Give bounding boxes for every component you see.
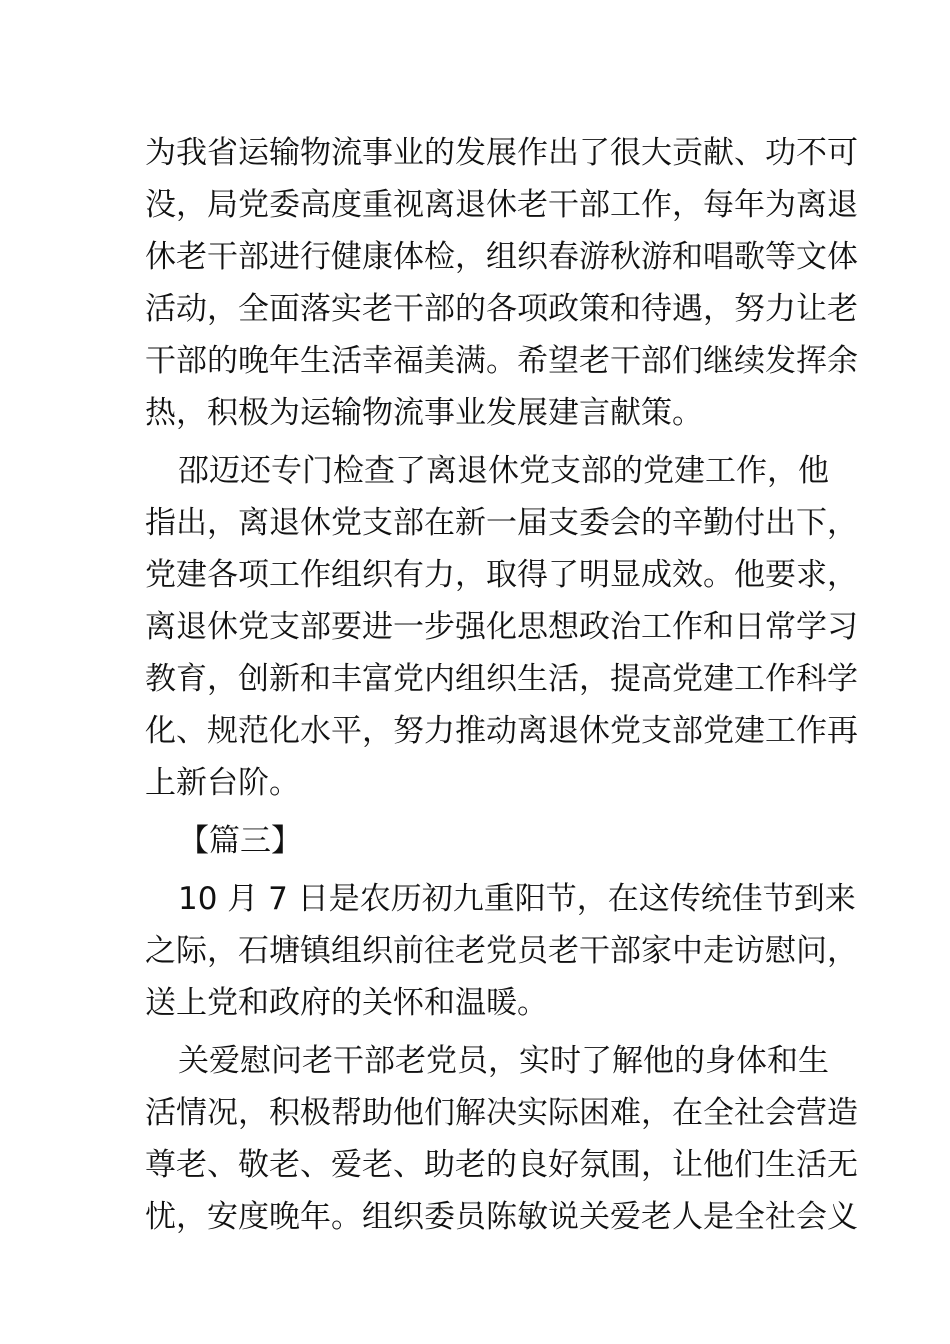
text-line: 之际，石塘镇组织前往老党员老干部家中走访慰问， — [145, 933, 858, 969]
paragraph-2 — [145, 445, 858, 809]
text-line: 干部的晚年生活幸福美满。希望老干部们继续发挥余 — [145, 343, 858, 379]
text-line: 10 月 7 日是农历初九重阳节，在这传统佳节到来 — [178, 881, 856, 917]
text-line: 关爱慰问老干部老党员，实时了解他的身体和生 — [178, 1043, 829, 1079]
text-line: 教育，创新和丰富党内组织生活，提高党建工作科学 — [145, 661, 858, 697]
text-line: 忧，安度晚年。组织委员陈敏说关爱老人是全社会义 — [145, 1199, 858, 1235]
text-line: 没，局党委高度重视离退休老干部工作，每年为离退 — [145, 187, 858, 223]
text-line: 活动，全面落实老干部的各项政策和待遇，努力让老 — [145, 291, 858, 327]
text-line: 尊老、敬老、爱老、助老的良好氛围，让他们生活无 — [145, 1147, 858, 1183]
text-line: 活情况，积极帮助他们解决实际困难，在全社会营造 — [145, 1095, 858, 1131]
text-line: 为我省运输物流事业的发展作出了很大贡献、功不可 — [145, 135, 858, 171]
document-body — [145, 127, 858, 1249]
text-line: 热，积极为运输物流事业发展建言献策。 — [145, 395, 703, 431]
text-line: 离退休党支部要进一步强化思想政治工作和日常学习 — [145, 609, 858, 645]
text-line: 送上党和政府的关怀和温暖。 — [145, 985, 548, 1021]
section-heading: 【篇三】 — [178, 823, 302, 859]
text-line: 休老干部进行健康体检，组织春游秋游和唱歌等文体 — [145, 239, 858, 275]
text-line: 上新台阶。 — [145, 765, 300, 801]
paragraph-3 — [145, 873, 858, 1029]
paragraph-4 — [145, 1035, 858, 1243]
text-line: 邵迈还专门检查了离退休党支部的党建工作，他 — [178, 453, 829, 489]
text-line: 化、规范化水平，努力推动离退休党支部党建工作再 — [145, 713, 858, 749]
text-line: 党建各项工作组织有力，取得了明显成效。他要求， — [145, 557, 858, 593]
text-line: 指出，离退休党支部在新一届支委会的辛勤付出下， — [145, 505, 858, 541]
paragraph-1 — [145, 127, 858, 439]
